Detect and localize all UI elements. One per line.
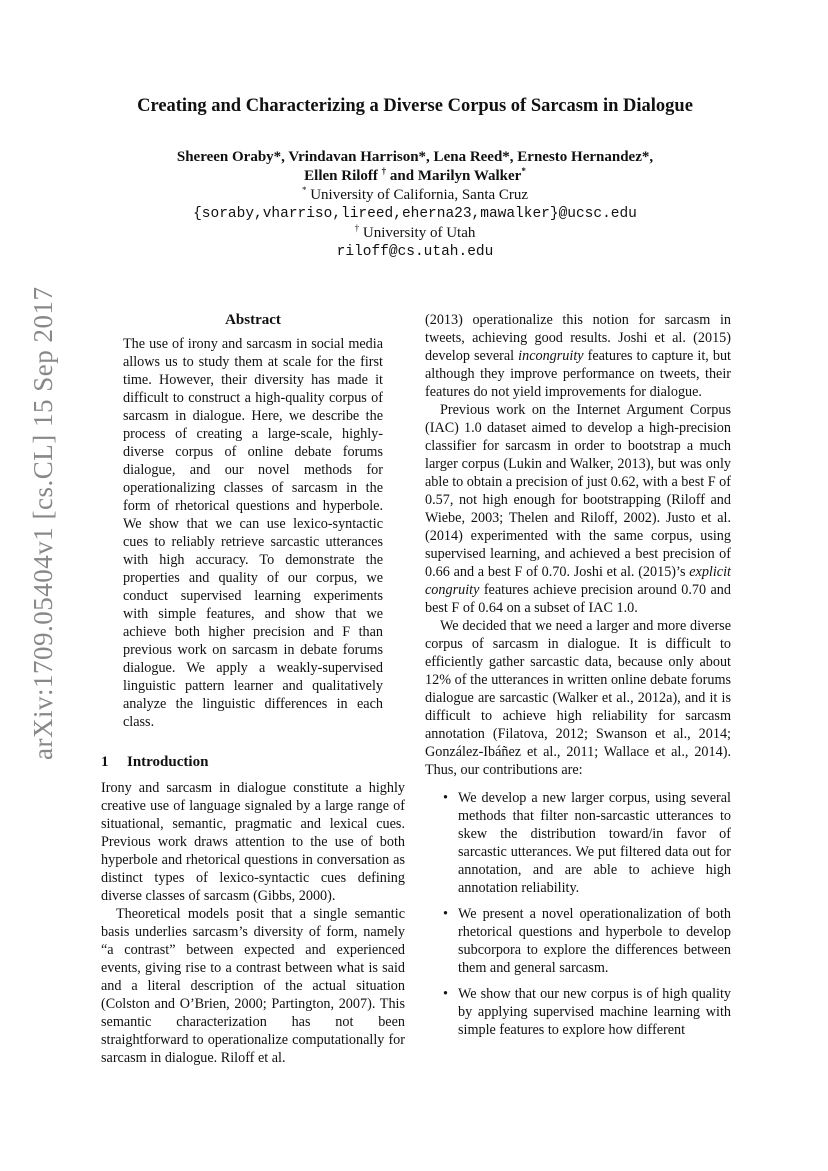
emphasis-text: incongruity <box>518 348 584 364</box>
text-run: features achieve precision around 0.70 and best F of 0.64 on a subset of IAC 1.0. <box>425 582 731 616</box>
list-item <box>425 905 731 977</box>
intro-paragraph-2: Theoretical models posit that a single semantic basis underlies sarcasm’s diversity of form, namely “a contrast” between expected and experienced events, giving rise to a contrast between what is said and a literal description of the actual situation (Colston and O’Brien, 2000; Partington, 2007). This semantic characterization has not been straightforward to operationalize computationally for sarcasm in dialogue. Riloff et al. <box>101 906 405 1066</box>
affiliation-text: University of Utah <box>362 225 476 241</box>
abstract-heading: Abstract <box>225 312 281 328</box>
section-heading-introduction <box>101 753 405 771</box>
email-list-ucsc: {soraby,vharriso,lireed,eherna23,mawalker}@ucsc.edu <box>193 206 637 222</box>
bullet-icon: • <box>443 986 448 1002</box>
right-paragraph-3: We decided that we need a larger and more diverse corpus of sarcasm in dialogue. It is difficult to efficiently gather sarcastic data, because only about 12% of the utterances in written online debate forums dialogue are sarcastic (Walker et al., 2012a), and it is difficult to achieve high reliability for sarcasm annotation (Filatova, 2012; Swanson et al., 2014; González-Ibáñez et al., 2011; Wallace et al., 2014). Thus, our contributions are: <box>425 618 731 778</box>
right-paragraph-1 <box>425 311 731 401</box>
author-name: Ellen Riloff <box>304 168 378 184</box>
section-number: 1 <box>101 754 109 770</box>
bullet-icon: • <box>443 790 448 806</box>
arxiv-identifier: arXiv:1709.05404v1 [cs.CL] 15 Sep 2017 <box>28 286 58 760</box>
author-names-line2 <box>80 167 750 186</box>
list-item-text: We show that our new corpus is of high quality by applying supervised machine learning with simple features to explore how different <box>458 986 731 1038</box>
contributions-list <box>425 789 731 1039</box>
star-mark: * <box>301 185 307 195</box>
intro-paragraph-1: Irony and sarcasm in dialogue constitute a highly creative use of language signaled by a large range of situational, semantic, pragmatic and lexical cues. Previous work draws attention to the use of both hyperbole and rhetorical questions in conversation as distinct types of lexico-syntactic cues defining diverse classes of sarcasm (Gibbs, 2000). <box>101 780 405 904</box>
text-run: Previous work on the Internet Argument Corpus (IAC) 1.0 dataset aimed to develop a high-precision classifier for sarcasm in order to bootstrap a much larger corpus (Lukin and Walker, 2013), but was only able to obtain a precision of just 0.62, with a best F of 0.57, not high enough for bootstrapping (Riloff and Wiebe, 2003; Thelen and Riloff, 2002). Justo et al. (2014) experimented with the same corpus, using supervised learning, and achieved a best precision of 0.66 and a best F of 0.70. Joshi et al. (2015)’s <box>425 402 731 580</box>
right-column <box>425 311 731 1047</box>
email-utah: riloff@cs.utah.edu <box>336 244 494 260</box>
abstract-body: The use of irony and sarcasm in social media allows us to study them at scale for the first time. However, their diversity has made it difficult to construct a high-quality corpus of sarcasm in dialogue. Here, we describe the process of creating a large-scale, highly-diverse corpus of online debate forums dialogue, and our novel methods for operationalizing classes of sarcasm in the form of rhetorical questions and hyperbole. We show that we can use lexico-syntactic cues to reliably retrieve sarcastic utterances with high accuracy. To demonstrate the properties and quality of our corpus, we conduct supervised learning experiments with simple features, and show that we achieve both higher precision and F than previous work on sarcasm in debate forums dialogue. We apply a weakly-supervised linguistic pattern learner and qualitatively analyze the linguistic differences in each class. <box>123 336 383 730</box>
right-paragraph-2 <box>425 401 731 617</box>
author-names-line1: Shereen Oraby*, Vrindavan Harrison*, Lena Reed*, Ernesto Hernandez*, <box>176 149 654 165</box>
list-item <box>425 985 731 1039</box>
left-column <box>101 311 405 1067</box>
affiliation-ucsc <box>80 186 750 205</box>
text-run: features to capture it, but although they improve performance on tweets, their features do not yield improvements for dialogue. <box>425 348 731 400</box>
section-title: Introduction <box>127 754 209 770</box>
paper-title: Creating and Characterizing a Diverse Corpus of Sarcasm in Dialogue <box>137 96 693 116</box>
author-separator: and <box>386 168 418 184</box>
bullet-icon: • <box>443 906 448 922</box>
list-item <box>425 789 731 897</box>
list-item-text: We develop a new larger corpus, using several methods that filter non-sarcastic utterances to skew the distribution toward/in favor of sarcastic utterances. We put filtered data out for annotation, and are able to achieve high annotation reliability. <box>458 790 731 896</box>
affiliation-utah <box>80 224 750 243</box>
author-block <box>80 148 750 262</box>
text-run: (2013) operationalize this notion for sarcasm in tweets, achieving good results. Joshi et al. (2015) develop several <box>425 312 731 364</box>
dagger-mark: † <box>354 223 360 233</box>
list-item-text: We present a novel operationalization of both rhetorical questions and hyperbole to develop subcorpora to explore the differences between them and general sarcasm. <box>458 906 731 976</box>
author-name: Marilyn Walker <box>417 168 522 184</box>
affiliation-text: University of California, Santa Cruz <box>310 187 529 203</box>
star-mark: * <box>521 166 526 176</box>
emphasis-text: explicit congruity <box>425 564 731 598</box>
dagger-mark: † <box>381 166 387 176</box>
